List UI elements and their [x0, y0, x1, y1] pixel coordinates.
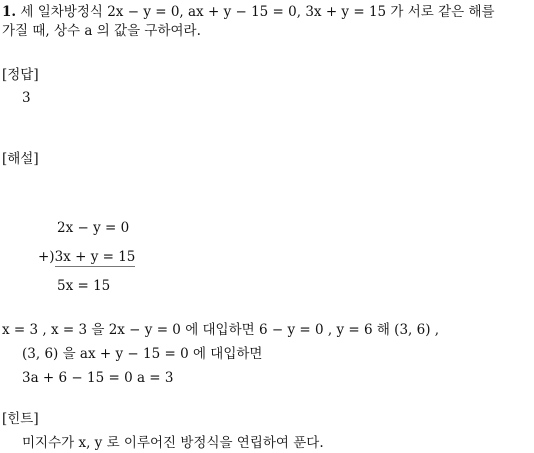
solution-line-1: x = 3 , x = 3 을 2x − y = 0 에 대입하면 6 − y = 0 , y = 6 해 (3, 6) ,	[2, 322, 440, 338]
addition-operator: +)	[38, 249, 55, 265]
answer-value: 3	[22, 90, 31, 106]
solution-line-2: (3, 6) 을 ax + y − 15 = 0 에 대입하면	[22, 346, 263, 362]
problem-number: 1.	[2, 4, 17, 20]
solution-line-3: 3a + 6 − 15 = 0 a = 3	[22, 370, 174, 386]
hint-text: 미지수가 x, y 로 이루어진 방정식을 연립하여 푼다.	[22, 435, 324, 451]
hint-header: [힌트]	[2, 411, 39, 427]
elimination-equation-2	[38, 248, 135, 266]
problem-text-line2: 가질 때, 상수 a 의 값을 구하여라.	[2, 23, 201, 39]
equation-2-underlined: 3x + y = 15	[54, 249, 136, 265]
answer-header: [정답]	[2, 67, 39, 83]
elimination-equation-1: 2x − y = 0	[57, 220, 130, 236]
solution-header: [해설]	[2, 151, 39, 167]
elimination-result: 5x = 15	[57, 278, 111, 294]
problem-text-line1: 세 일차방정식 2x − y = 0, ax + y − 15 = 0, 3x + y = 15 가 서로 같은 해를	[20, 4, 495, 20]
